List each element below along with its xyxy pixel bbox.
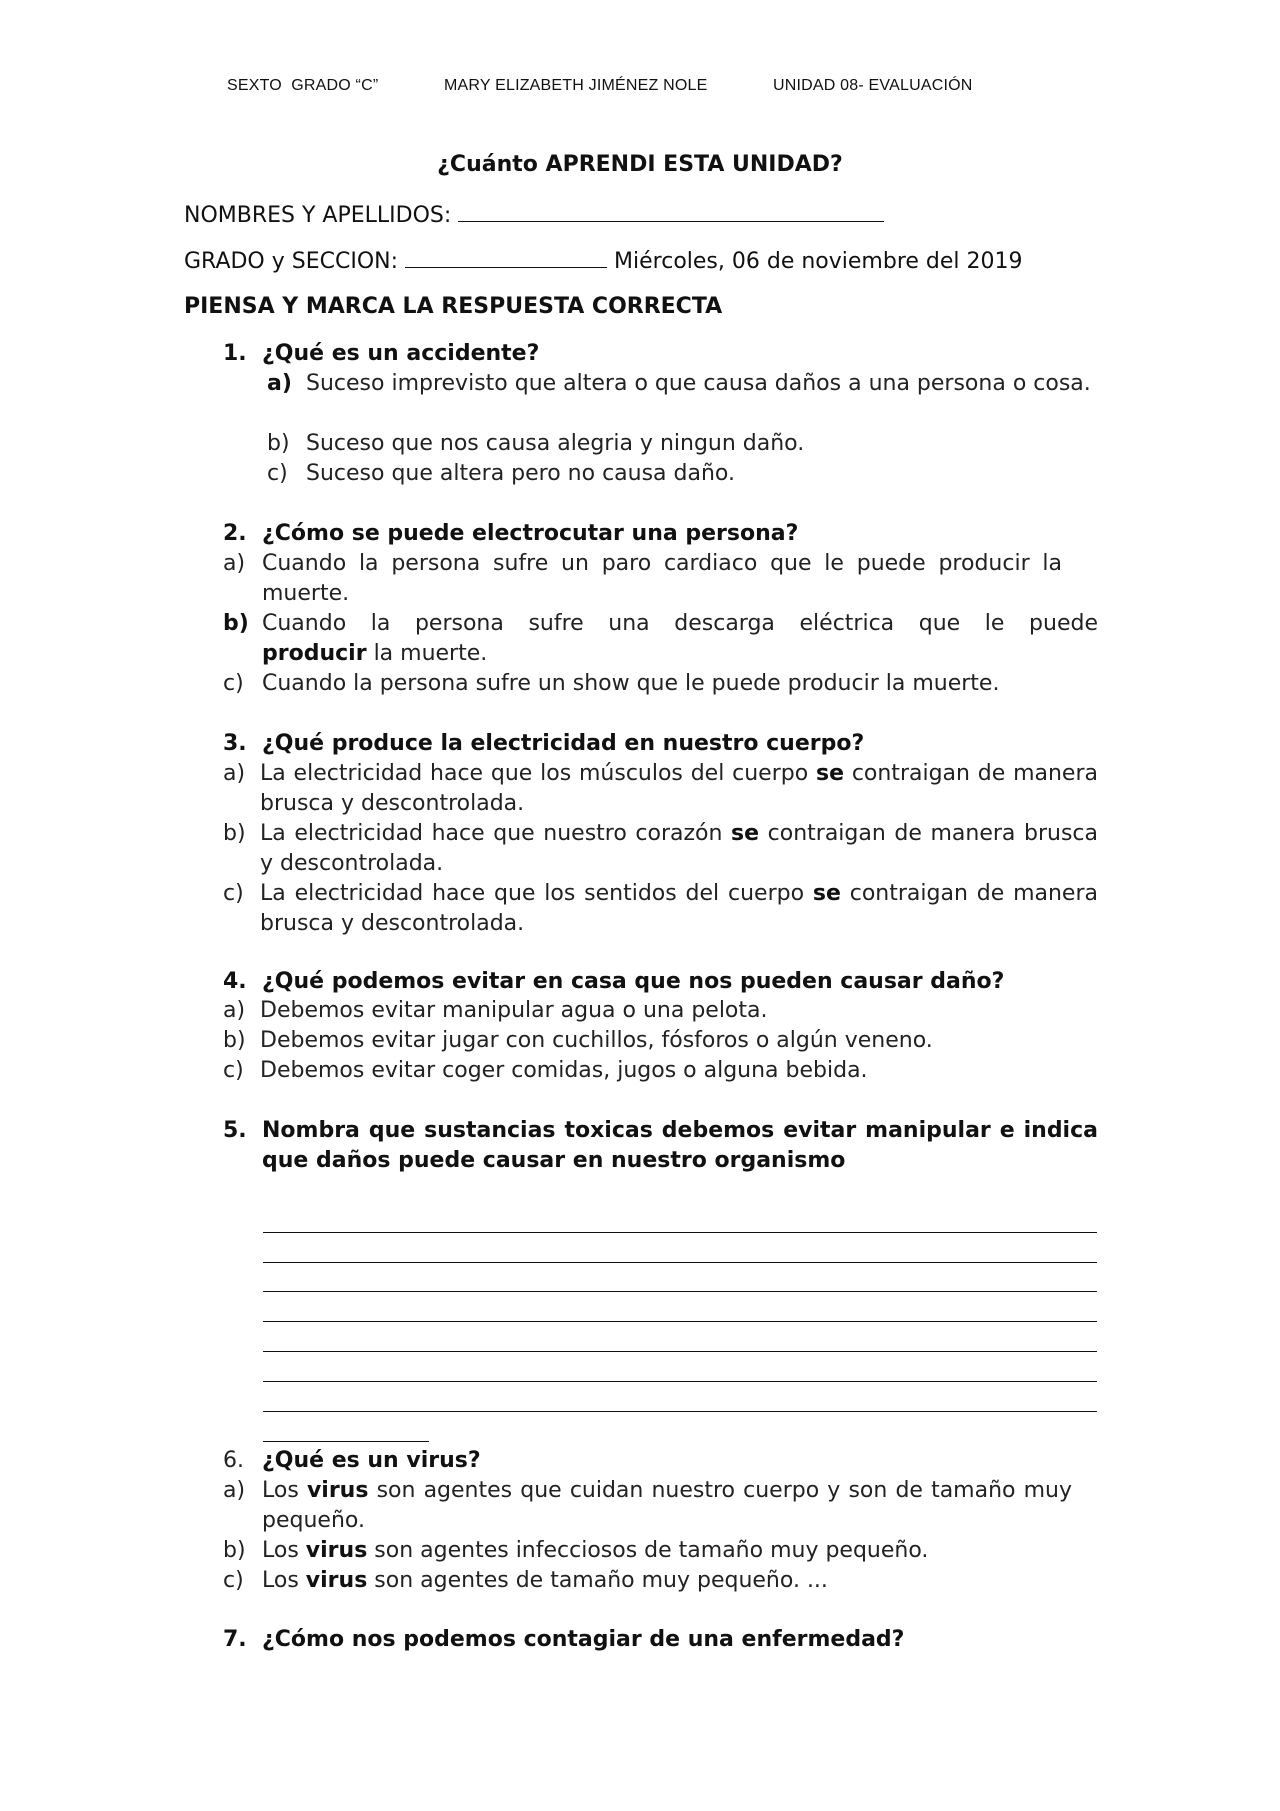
q2-option-c-text: Cuando la persona sufre un show que le puede producir la muerte.	[262, 671, 1000, 696]
q3-option-c-pre: La electricidad hace que los sentidos del cuerpo	[260, 881, 805, 906]
q6-option-a-post: son agentes que cuidan nuestro cuerpo y son de tamaño muy pequeño.	[262, 1478, 1073, 1533]
q2-option-b-text	[262, 609, 1098, 669]
q4-option-c-label[interactable]: c)	[223, 1058, 244, 1083]
names-label: NOMBRES Y APELLIDOS:	[184, 203, 452, 228]
q6-option-c-post: son agentes de tamaño muy pequeño. ...	[374, 1568, 828, 1593]
q4-option-b-label[interactable]: b)	[223, 1028, 246, 1053]
q6-option-a-word: Los	[262, 1478, 299, 1503]
question-3-text: ¿Qué produce la electricidad en nuestro cuerpo?	[262, 731, 865, 756]
question-4-text: ¿Qué podemos evitar en casa que nos pueden causar daño?	[262, 969, 1005, 994]
section-row	[184, 247, 1023, 274]
q2-option-b-tail: la muerte.	[373, 641, 488, 666]
page-title: ¿Cuánto APRENDI ESTA UNIDAD?	[437, 152, 843, 177]
question-6-text: ¿Qué es un virus?	[262, 1448, 481, 1473]
q3-option-b-post: contraigan de manera brusca y descontrolada.	[260, 821, 1098, 876]
answer-line-3[interactable]	[263, 1291, 1097, 1292]
q6-option-b-label[interactable]: b)	[223, 1538, 246, 1563]
question-1-text: ¿Qué es un accidente?	[262, 341, 540, 366]
q4-option-a-label[interactable]: a)	[223, 998, 246, 1023]
question-6-number: 6.	[223, 1448, 244, 1473]
q3-option-b-bold: se	[731, 821, 760, 846]
answer-line-6[interactable]	[263, 1381, 1097, 1382]
q6-option-c-text	[262, 1566, 828, 1596]
q2-option-b-line-2	[262, 639, 1098, 669]
q1-option-c-text: Suceso que altera pero no causa daño.	[306, 461, 735, 486]
q1-option-c-label[interactable]: c)	[267, 461, 288, 486]
q3-option-a-post: contraigan de manera brusca y descontrolada.	[260, 761, 1098, 816]
header-grade: SEXTO GRADO “C”	[227, 77, 379, 94]
q6-option-b-word: Los	[262, 1538, 299, 1563]
question-2-text: ¿Cómo se puede electrocutar una persona?	[262, 521, 799, 546]
q1-option-a-label[interactable]: a)	[267, 371, 292, 396]
q6-option-a-text	[262, 1476, 1072, 1536]
question-2-number: 2.	[223, 521, 247, 546]
section-label: GRADO y SECCION:	[184, 249, 399, 274]
q6-option-c-bold: virus	[305, 1568, 368, 1593]
q3-option-a-text	[260, 759, 1098, 819]
answer-line-4[interactable]	[263, 1321, 1097, 1322]
q2-option-a-label[interactable]: a)	[223, 551, 246, 576]
q6-option-c-word: Los	[262, 1568, 299, 1593]
question-1-number: 1.	[223, 341, 247, 366]
q6-option-b-bold: virus	[305, 1538, 368, 1563]
q3-option-b-label[interactable]: b)	[223, 821, 246, 846]
q6-option-c-label[interactable]: c)	[223, 1568, 244, 1593]
q6-option-a-bold: virus	[306, 1478, 369, 1503]
q4-option-b-text: Debemos evitar jugar con cuchillos, fósforos o algún veneno.	[260, 1028, 933, 1053]
q3-option-a-bold: se	[815, 761, 844, 786]
q3-option-c-text	[260, 879, 1098, 939]
q3-option-c-bold: se	[812, 881, 841, 906]
names-row	[184, 201, 884, 228]
header-unit: UNIDAD 08- EVALUACIÓN	[773, 77, 973, 94]
q1-option-a-text: Suceso imprevisto que altera o que causa daños a una persona o cosa.	[306, 371, 1091, 396]
q2-option-b-line-1: Cuando la persona sufre una descarga eléctrica que le puede	[262, 611, 1098, 636]
answer-line-5[interactable]	[263, 1351, 1097, 1352]
answer-line-1[interactable]	[263, 1232, 1097, 1233]
q4-option-a-text: Debemos evitar manipular agua o una pelota.	[260, 998, 768, 1023]
q2-option-a-text: Cuando la persona sufre un paro cardiaco que le puede producir la muerte.	[262, 551, 1062, 606]
q2-option-b-bold-word: producir	[262, 641, 367, 666]
question-7-text: ¿Cómo nos podemos contagiar de una enfermedad?	[262, 1627, 905, 1652]
question-5-text: Nombra que sustancias toxicas debemos evitar manipular e indica que daños puede causar en nuestro organismo	[262, 1118, 1098, 1173]
question-4-number: 4.	[223, 969, 247, 994]
q2-option-b-label[interactable]: b)	[223, 611, 249, 636]
instruction-heading: PIENSA Y MARCA LA RESPUESTA CORRECTA	[184, 294, 723, 319]
answer-line-7[interactable]	[263, 1411, 1097, 1412]
q3-option-c-post: contraigan de manera brusca y descontrolada.	[260, 881, 1098, 936]
section-blank[interactable]	[405, 247, 607, 268]
q3-option-b-text	[260, 819, 1098, 879]
question-5-number: 5.	[223, 1118, 247, 1143]
header-teacher: MARY ELIZABETH JIMÉNEZ NOLE	[444, 77, 708, 94]
q4-option-c-text: Debemos evitar coger comidas, jugos o alguna bebida.	[260, 1058, 868, 1083]
answer-line-8[interactable]	[263, 1441, 429, 1442]
q1-option-b-label[interactable]: b)	[267, 431, 290, 456]
names-blank[interactable]	[458, 201, 884, 222]
q6-option-b-text	[262, 1536, 928, 1566]
q6-option-b-post: son agentes infecciosos de tamaño muy pequeño.	[374, 1538, 929, 1563]
q2-option-c-label[interactable]: c)	[223, 671, 244, 696]
q3-option-a-label[interactable]: a)	[223, 761, 246, 786]
answer-line-2[interactable]	[263, 1262, 1097, 1263]
q3-option-b-pre: La electricidad hace que nuestro corazón	[260, 821, 732, 846]
q6-option-a-label[interactable]: a)	[223, 1478, 246, 1503]
q3-option-a-pre: La electricidad hace que los músculos del cuerpo	[260, 761, 809, 786]
question-3-number: 3.	[223, 731, 247, 756]
question-7-number: 7.	[223, 1627, 247, 1652]
q1-option-b-text: Suceso que nos causa alegria y ningun daño.	[306, 431, 805, 456]
q3-option-c-label[interactable]: c)	[223, 881, 244, 906]
date-text: Miércoles, 06 de noviembre del 2019	[614, 249, 1023, 274]
